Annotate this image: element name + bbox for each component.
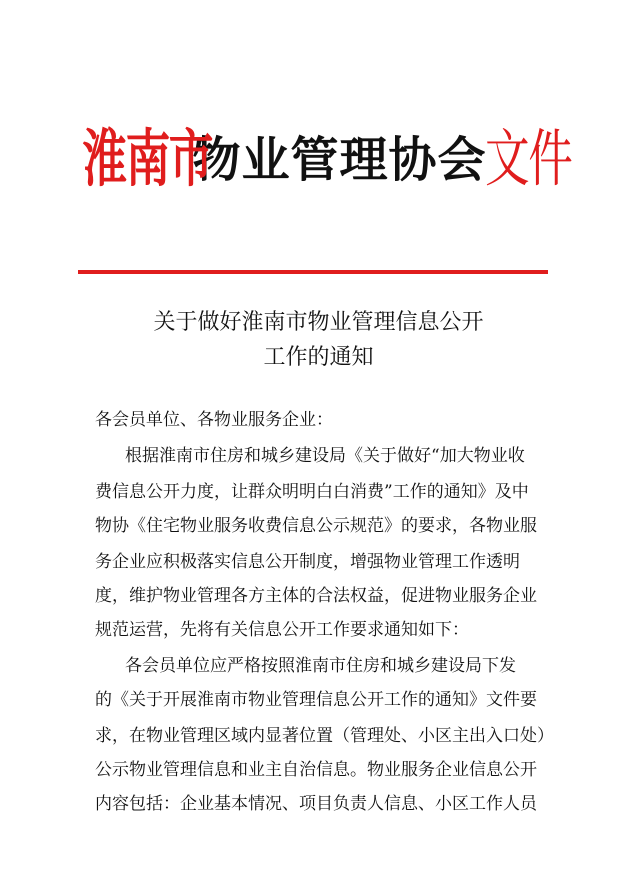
paragraph-1-line-5: 度，维护物业管理各方主体的合法权益，促进物业服务企业 bbox=[95, 586, 537, 606]
document-title-line-2: 工作的通知 bbox=[263, 345, 374, 370]
paragraph-2-line-3: 求，在物业管理区域内显著位置（管理处、小区主出入口处） bbox=[95, 726, 554, 746]
paragraph-1-line-6: 规范运营，先将有关信息公开工作要求通知如下： bbox=[95, 620, 469, 640]
document-header bbox=[0, 122, 637, 195]
document-title-line-1: 关于做好淮南市物业管理信息公开 bbox=[153, 310, 484, 335]
paragraph-1-line-2: 费信息公开力度，让群众明明白白消费”工作的通知》及中 bbox=[95, 482, 529, 502]
paragraph-2-line-1: 各会员单位应严格按照淮南市住房和城乡建设局下发 bbox=[125, 656, 516, 676]
paragraph-1-line-4: 务企业应积极落实信息公开制度，增强物业管理工作透明 bbox=[95, 552, 520, 572]
paragraph-1-line-3: 物协《住宅物业服务收费信息公示规范》的要求，各物业服 bbox=[95, 516, 537, 536]
salutation: 各会员单位、各物业服务企业： bbox=[95, 410, 333, 430]
paragraph-1-line-1: 根据淮南市住房和城乡建设局《关于做好“加大物业收 bbox=[125, 446, 525, 466]
paragraph-2-line-5: 内容包括：企业基本情况、项目负责人信息、小区工作人员 bbox=[95, 794, 537, 814]
header-organization-name: 物业管理协会 bbox=[192, 132, 487, 188]
header-red-rule bbox=[78, 270, 548, 274]
header-document-word: 文件 bbox=[484, 122, 571, 195]
paragraph-2-line-4: 公示物业管理信息和业主自治信息。物业服务企业信息公开 bbox=[95, 760, 537, 780]
header-city-name: 淮南市 bbox=[82, 122, 213, 195]
paragraph-2-line-2: 的《关于开展淮南市物业管理信息公开工作的通知》文件要 bbox=[95, 690, 537, 710]
